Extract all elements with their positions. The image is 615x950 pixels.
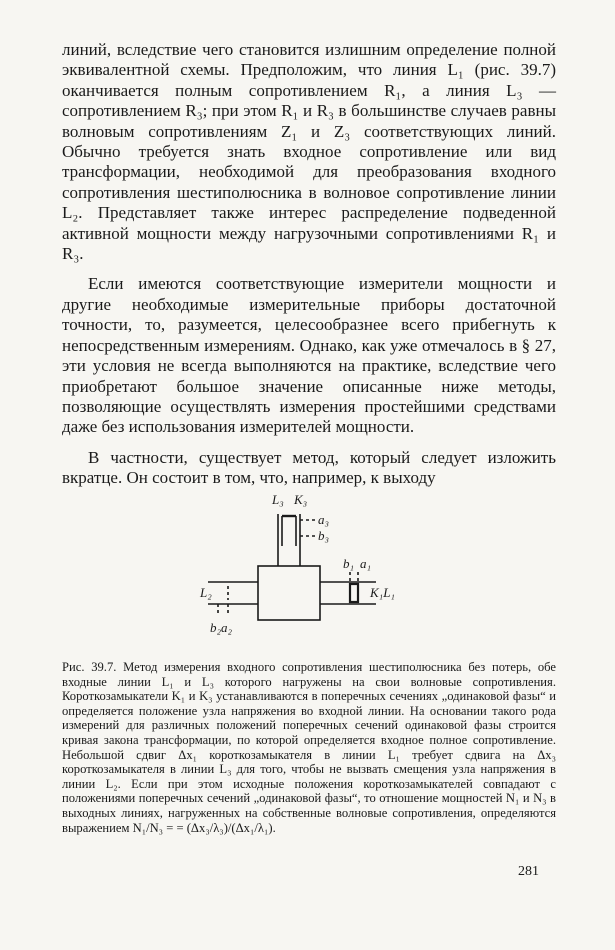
paragraph-2: Если имеются соответствующие измерители мощности и другие необходимые измерительные приборы достаточной точности, то, разумеется, целесообразнее всего прибегнуть к непосредственным измерениям. Однако, как уже отмечалось в § 27, эти условия не всегда выполняются на практике, вследствие чего приобретают большое значение описанные ниже методы, позволяющие осуществлять измерения простейшими средствами даже без использования измерителей мощности. — [62, 274, 556, 437]
label-a3: a₃ — [318, 512, 330, 527]
caption-text: Рис. 39.7. Метод измерения входного сопротивления шестиполюсника без потерь, обе входные линии L₁ и L₃ которого нагружены на свои волновые сопротивления. Короткозамыкатели K₁ и K₃ устанавливаются в поперечных сечениях „одинаковой фазы“ и определяется положение узла напряжения во входной линии. На основании такого рода измерений для различных положений поперечных сечений одинаковой фазы строится кривая закона трансформации, по которой определяется входное полное сопротивление. Небольшой сдвиг Δx₁ короткозамыкателя в линии L₁ требует сдвига на Δx₃ короткозамыкателя в линии L₃ для того, чтобы не вызвать смещения узла напряжения в линии L₂. Если при этом исходные положения короткозамыкателей совпадают с положениями поперечных сечений „одинаковой фазы“, то отношение мощностей N₁ и N₃ в выходных линиях, нагруженных на собственные волновые сопротивления, определяются выражением N₁/N₃ = = (Δx₃/λ₃)/(Δx₁/λ₁). — [62, 660, 556, 835]
label-b3: b₃ — [318, 528, 330, 543]
six-port-box — [258, 566, 320, 620]
page-number: 281 — [518, 864, 539, 879]
label-a1: a₁ — [360, 556, 372, 571]
label-l3: L₃ — [272, 492, 284, 507]
figure-39-7 — [200, 486, 400, 646]
label-b2a2: b₂a₂ — [210, 620, 233, 635]
figure-caption — [62, 660, 556, 835]
label-k1l1: K₁L₁ — [370, 585, 395, 600]
six-port-diagram — [200, 486, 400, 646]
short-k1 — [350, 584, 358, 602]
label-l2: L₂ — [200, 585, 212, 600]
body-text — [62, 40, 556, 489]
label-k3: K₃ — [294, 492, 308, 507]
paragraph-3: В частности, существует метод, который следует изложить вкратце. Он состоит в том, что, например, к выходу — [62, 447, 556, 488]
label-b1: b₁ — [343, 556, 355, 571]
paragraph-1: линий, вследствие чего становится излишним определение полной эквивалентной схемы. Предположим, что линия L₁ (рис. 39.7) оканчивается полным сопротивлением R₁, а линия L₃ — сопротивлением R₃; при этом R₁ и R₃ в большинстве случаев равны волновым сопротивлениям Z₁ и Z₃ соответствующих линий. Обычно требуется знать входное сопротивление или вид трансформации, необходимой для преобразования входного сопротивления шестиполюсника в волновое сопротивление линии L₂. Представляет также интерес распределение подведенной активной мощности между нагрузочными сопротивлениями R₁ и R₃. — [62, 40, 556, 264]
